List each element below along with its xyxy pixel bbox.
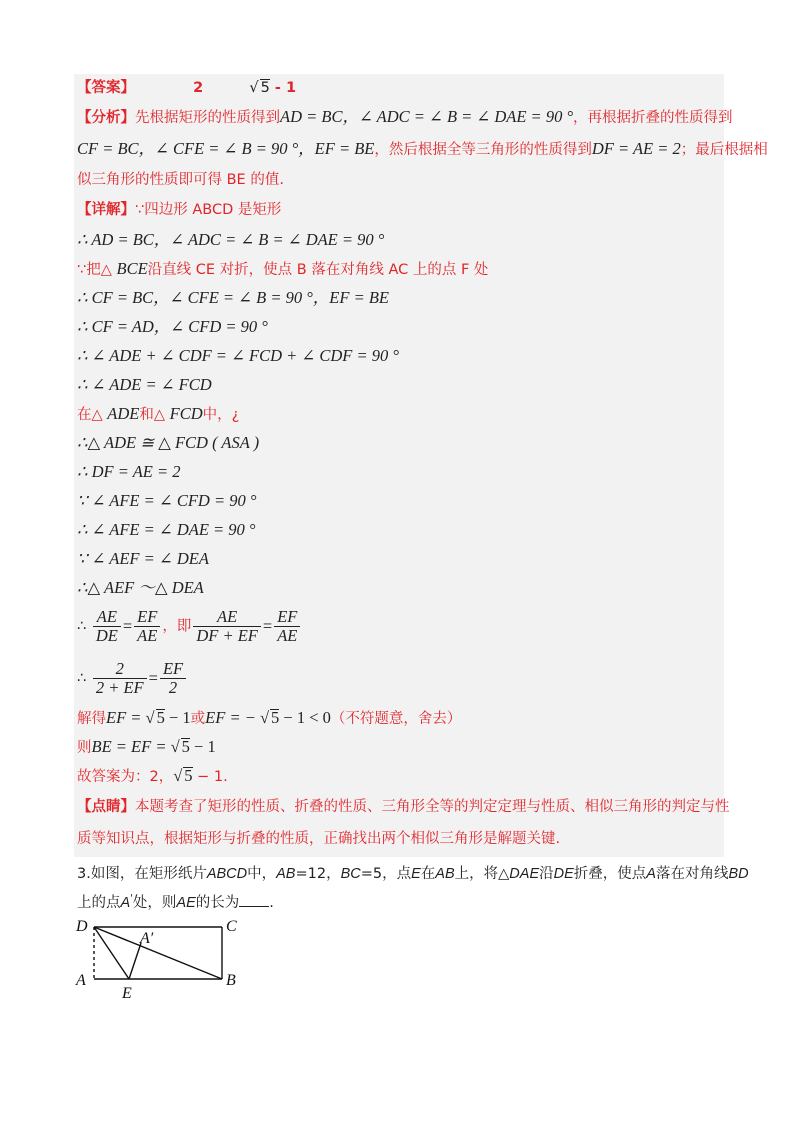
question-line-2: 上的点A'处，则AE的长为 . xyxy=(77,893,274,911)
label-c: C xyxy=(226,918,237,935)
analysis-math-3: DF = AE = 2 xyxy=(591,139,681,158)
detail-line-0 xyxy=(77,200,281,220)
analysis-line-1 xyxy=(77,107,733,128)
detail-text-14: ，即 xyxy=(162,618,192,635)
label-b: B xyxy=(226,972,236,989)
label-a: A xyxy=(76,972,86,989)
question-line-1: 3.如图，在矩形纸片ABCD中，AB=12，BC=5，点E在AB上，将△DAE沿DE折叠，使点A落在对角线BD xyxy=(77,866,749,882)
answer-blank xyxy=(239,892,269,907)
detail-line-16: 解得EF = √ 5 − 1或EF = − √ 5 − 1 < 0（不符题意，舍去） xyxy=(77,708,462,727)
diagonal-db xyxy=(94,927,222,979)
detail-line-5: ∴ ∠ ADE + ∠ CDF = ∠ FCD + ∠ CDF = 90 ° xyxy=(77,346,399,365)
detail-text-17: 则 xyxy=(77,740,92,756)
analysis-text-3: ，然后根据全等三角形的性质得到 xyxy=(374,142,592,158)
analysis-line-2 xyxy=(77,139,768,160)
segment-ea1 xyxy=(129,943,141,979)
answer-value-1: 2 xyxy=(193,80,204,96)
detail-math-7a: ADE xyxy=(107,404,140,423)
answer-value-2-radicand: 5 xyxy=(260,80,270,96)
detail-math-7b: FCD xyxy=(169,404,203,423)
detail-line-18: 故答案为：2，√ 5 − 1. xyxy=(77,766,228,785)
detail-text-7a: 在△ xyxy=(77,407,108,423)
detail-math-16a: EF = xyxy=(106,708,146,727)
detail-text-16a: 解得 xyxy=(77,711,106,727)
answer-label: 【答案】 xyxy=(77,80,135,96)
detail-math-17b: − 1 xyxy=(189,737,216,756)
fraction-ae-df-ef: $\frac{AE}{DF + EF}$ xyxy=(193,608,261,645)
detail-line-12: ∵ ∠ AEF = ∠ DEA xyxy=(77,549,209,568)
rectangle-fold-figure xyxy=(70,910,250,1010)
analysis-math-2: CF = BC，∠ CFE = ∠ B = 90 °，EF = BE xyxy=(77,139,375,158)
analysis-label: 【分析】 xyxy=(77,110,135,126)
detail-text-18b: − 1. xyxy=(192,769,228,785)
detail-text-18a: 故答案为：2， xyxy=(77,769,174,785)
detail-line-10: ∵ ∠ AFE = ∠ CFD = 90 ° xyxy=(77,491,257,510)
comment-line-2 xyxy=(77,829,560,849)
analysis-math-1: AD = BC，∠ ADC = ∠ B = ∠ DAE = 90 ° xyxy=(280,107,574,126)
detail-line-15: ∴ $\frac{2}{2 + EF}$ = $\frac{EF}{2}$ xyxy=(77,660,188,697)
detail-line-13: ∴△ AEF ～△ DEA xyxy=(77,578,204,597)
fraction-ae-de: $\frac{AE}{DE}$ xyxy=(93,608,121,645)
detail-line-4: ∴ CF = AD，∠ CFD = 90 ° xyxy=(77,317,268,336)
detail-line-6: ∴ ∠ ADE = ∠ FCD xyxy=(77,375,212,394)
analysis-text-2: ，再根据折叠的性质得到 xyxy=(573,110,733,126)
detail-sqrt-16a: 5 xyxy=(156,708,165,727)
detail-text-16b: 或 xyxy=(190,711,206,727)
detail-line-2 xyxy=(77,259,488,280)
detail-math-16d: − 1 < 0 xyxy=(279,708,331,727)
detail-line-9: ∴ DF = AE = 2 xyxy=(77,462,181,481)
label-d: D xyxy=(76,918,88,935)
detail-text-7c: 中，¿ xyxy=(202,407,240,423)
detail-sqrt-16b: 5 xyxy=(271,708,280,727)
detail-text-2b: 沿直线 CE 对折，使点 B 落在对角线 AC 上的点 F 处 xyxy=(147,262,489,278)
fraction-ef-2: $\frac{EF}{2}$ xyxy=(160,660,186,697)
detail-math-17a: BE = EF = xyxy=(91,737,171,756)
label-a-prime: A′ xyxy=(140,930,154,947)
answer-value-2-tail: - 1 xyxy=(274,80,297,96)
comment-text-1: 本题考查了矩形的性质、折叠的性质、三角形全等的判定定理与性质、相似三角形的判定与性 xyxy=(135,799,730,815)
comment-text-2: 质等知识点，根据矩形与折叠的性质，正确找出两个相似三角形是解题关键. xyxy=(77,831,561,847)
detail-line-11: ∴ ∠ AFE = ∠ DAE = 90 ° xyxy=(77,520,256,539)
detail-text-2a: ∵把△ xyxy=(77,262,117,278)
label-e: E xyxy=(122,985,132,1002)
fraction-2-2ef: $\frac{2}{2 + EF}$ xyxy=(93,660,147,697)
detail-line-7 xyxy=(77,404,239,425)
fraction-ef-ae-2: $\frac{EF}{AE}$ xyxy=(274,608,300,645)
detail-math-16c: EF = − xyxy=(205,708,260,727)
analysis-text-5: 似三角形的性质即可得 BE 的值. xyxy=(77,172,284,188)
detail-line-1: ∴ AD = BC，∠ ADC = ∠ B = ∠ DAE = 90 ° xyxy=(77,230,385,249)
detail-line-14: ∴ $\frac{AE}{DE}$ = $\frac{EF}{AE}$ ，即 $\frac{AE}{DF + EF}$ = $\frac{EF}{AE}$ xyxy=(77,608,302,645)
analysis-text-4: ；最后根据相 xyxy=(680,142,768,158)
analysis-text-1: 先根据矩形的性质得到 xyxy=(135,110,280,126)
detail-line-17: 则BE = EF = √ 5 − 1 xyxy=(77,737,216,756)
analysis-line-3 xyxy=(77,170,284,190)
comment-line-1 xyxy=(77,797,730,817)
detail-line-8: ∴△ ADE ≅ △ FCD ( ASA ) xyxy=(77,433,260,452)
detail-text-0: ∵四边形 ABCD 是矩形 xyxy=(135,202,282,218)
detail-math-16b: − 1 xyxy=(164,708,191,727)
detail-math-2: BCE xyxy=(116,259,148,278)
detail-sqrt-18: 5 xyxy=(184,766,193,785)
answer-line: 【答案】 2 √ 5 - 1 xyxy=(77,80,297,96)
fraction-ef-ae: $\frac{EF}{AE}$ xyxy=(134,608,160,645)
detail-text-16c: （不符题意，舍去） xyxy=(330,711,462,727)
comment-label: 【点睛】 xyxy=(77,799,135,815)
detail-text-7b: 和△ xyxy=(139,407,170,423)
detail-sqrt-17: 5 xyxy=(181,737,190,756)
detail-line-3: ∴ CF = BC，∠ CFE = ∠ B = 90 °，EF = BE xyxy=(77,288,390,307)
detail-label: 【详解】 xyxy=(77,202,135,218)
